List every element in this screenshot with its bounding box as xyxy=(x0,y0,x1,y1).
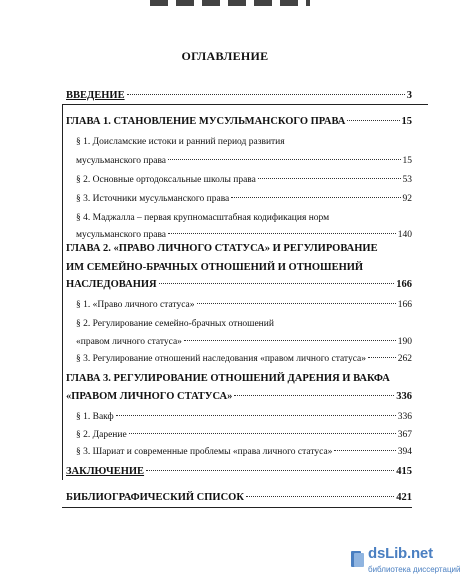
toc-entry-section[interactable] xyxy=(76,155,412,167)
toc-page-number: 262 xyxy=(397,354,412,364)
toc-page-number: 394 xyxy=(397,447,412,457)
divider xyxy=(62,104,63,480)
toc-page-number: 15 xyxy=(402,156,412,166)
toc-entry-label: ГЛАВА 1. СТАНОВЛЕНИЕ МУСУЛЬМАНСКОГО ПРАВА xyxy=(66,116,346,127)
toc-entry-label: ЗАКЛЮЧЕНИЕ xyxy=(66,466,145,477)
toc-page-number: 53 xyxy=(402,175,412,185)
toc-entry-section[interactable] xyxy=(76,353,412,365)
divider xyxy=(62,507,412,508)
toc-section-label: § 2. Регулирование семейно-брачных отношений xyxy=(76,319,274,329)
toc-entry-label: «правом личного статуса» xyxy=(76,337,182,347)
toc-chapter-label: ГЛАВА 3. РЕГУЛИРОВАНИЕ ОТНОШЕНИЙ ДАРЕНИЯ И ВАКФА xyxy=(66,373,390,384)
dot-leader xyxy=(258,178,401,179)
dot-leader xyxy=(116,415,396,416)
dot-leader xyxy=(231,197,400,198)
toc-entry-label: «ПРАВОМ ЛИЧНОГО СТАТУСА» xyxy=(66,391,233,402)
toc-entry-section[interactable] xyxy=(76,446,412,458)
watermark xyxy=(350,543,460,579)
toc-entry-introduction[interactable] xyxy=(66,90,412,102)
dot-leader xyxy=(197,303,396,304)
dot-leader xyxy=(168,233,396,234)
watermark-name: dsLib.net xyxy=(368,545,433,562)
toc-entry-label: мусульманского права xyxy=(76,230,167,240)
toc-entry-label: мусульманского права xyxy=(76,156,167,166)
toc-page-number: 336 xyxy=(396,391,412,402)
dot-leader xyxy=(129,433,396,434)
toc-page-number: 190 xyxy=(397,337,412,347)
toc-entry-label: БИБЛИОГРАФИЧЕСКИЙ СПИСОК xyxy=(66,492,244,503)
dot-leader xyxy=(347,120,399,121)
toc-entry-section[interactable] xyxy=(76,229,412,241)
dot-leader xyxy=(127,94,405,95)
toc-entry-section[interactable] xyxy=(76,336,412,348)
toc-page-number: 421 xyxy=(396,492,412,503)
toc-page-number: 336 xyxy=(397,412,412,422)
toc-entry-label: § 2. Дарение xyxy=(76,430,127,440)
page-title: ОГЛАВЛЕНИЕ xyxy=(181,49,269,63)
toc-page-number: 166 xyxy=(396,279,412,290)
toc-page-number: 92 xyxy=(402,194,412,204)
toc-entry-conclusion[interactable] xyxy=(66,466,412,478)
toc-entry-chapter-1[interactable] xyxy=(66,116,412,128)
toc-chapter-label: ИМ СЕМЕЙНО-БРАЧНЫХ ОТНОШЕНИЙ И ОТНОШЕНИЙ xyxy=(66,262,364,273)
dot-leader xyxy=(159,283,395,284)
toc-entry-chapter-3[interactable] xyxy=(66,391,412,403)
toc-entry-bibliography[interactable] xyxy=(66,492,412,504)
toc-entry-label: § 3. Регулирование отношений наследования «правом личного статуса» xyxy=(76,354,367,364)
toc-page-number: 3 xyxy=(406,90,412,101)
toc-entry-label: § 1. Вакф xyxy=(76,412,114,422)
toc-entry-section[interactable] xyxy=(76,193,412,205)
toc-page-number: 140 xyxy=(397,230,412,240)
toc-entry-section[interactable] xyxy=(76,429,412,441)
toc-section-label: § 4. Маджалла – первая крупномасштабная кодификация норм xyxy=(76,213,330,223)
toc-entry-label: § 3. Источники мусульманского права xyxy=(76,194,230,204)
dot-leader xyxy=(234,395,394,396)
toc-entry-section[interactable] xyxy=(76,299,412,311)
toc-entry-label: НАСЛЕДОВАНИЯ xyxy=(66,279,157,290)
dot-leader xyxy=(246,496,394,497)
toc-page-number: 166 xyxy=(397,300,412,310)
toc-section-label: § 1. Доисламские истоки и ранний период развития xyxy=(76,137,285,147)
toc-chapter-label: ГЛАВА 2. «ПРАВО ЛИЧНОГО СТАТУСА» И РЕГУЛИРОВАНИЕ xyxy=(66,243,378,254)
divider xyxy=(62,104,428,105)
toc-entry-label: § 1. «Право личного статуса» xyxy=(76,300,195,310)
dot-leader xyxy=(168,159,400,160)
watermark-subtitle: библиотека диссертаций xyxy=(368,565,460,574)
toc-entry-label: § 2. Основные ортодоксальные школы права xyxy=(76,175,256,185)
dot-leader xyxy=(184,340,396,341)
toc-entry-label: § 3. Шариат и современные проблемы «права личного статуса» xyxy=(76,447,333,457)
toc-entry-section[interactable] xyxy=(76,174,412,186)
toc-page-number: 367 xyxy=(397,430,412,440)
dot-leader xyxy=(146,470,394,471)
dot-leader xyxy=(368,357,396,358)
dot-leader xyxy=(334,450,395,451)
toc-entry-label: ВВЕДЕНИЕ xyxy=(66,90,125,101)
toc-page-number: 15 xyxy=(401,116,412,127)
toc-entry-section[interactable] xyxy=(76,411,412,423)
book-icon xyxy=(350,549,366,569)
toc-entry-chapter-2[interactable] xyxy=(66,279,412,291)
toc-page-number: 415 xyxy=(396,466,412,477)
